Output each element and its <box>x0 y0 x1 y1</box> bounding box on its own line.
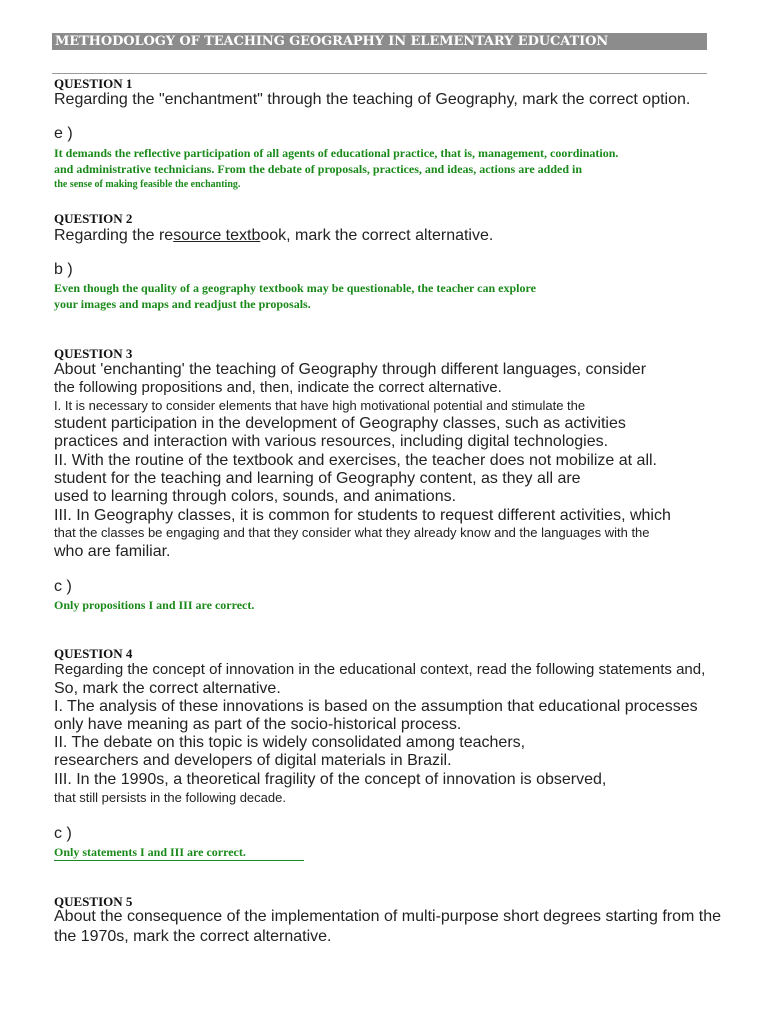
question-3-heading: QUESTION 3 <box>54 346 133 361</box>
question-4-line: II. The debate on this topic is widely consolidated among teachers, <box>54 734 526 751</box>
question-3-line: the following propositions and, then, indicate the correct alternative. <box>54 379 502 396</box>
question-5-line: the 1970s, mark the correct alternative. <box>54 928 332 945</box>
question-2-answer-line: your images and maps and readjust the proposals. <box>54 297 311 311</box>
question-4-line: that still persists in the following decade. <box>54 790 286 805</box>
question-4-line: III. In the 1990s, a theoretical fragility of the concept of innovation is observed, <box>54 771 607 788</box>
question-3-line: III. In Geography classes, it is common for students to request different activities, which <box>54 507 671 524</box>
question-4-line: Regarding the concept of innovation in the educational context, read the following statements and, <box>54 661 706 678</box>
question-2-prompt-part: Regarding the re <box>54 227 174 244</box>
question-1-answer-line: the sense of making feasible the enchanting. <box>54 179 241 190</box>
question-3-line: I. It is necessary to consider elements that have high motivational potential and stimulate the <box>54 398 586 413</box>
question-3-line: practices and interaction with various resources, including digital technologies. <box>54 433 609 450</box>
question-4-line: I. The analysis of these innovations is based on the assumption that educational processes <box>54 698 698 715</box>
question-2-choice: b ) <box>54 261 73 278</box>
question-1-answer-line: and administrative technicians. From the debate of proposals, practices, and ideas, actions are added in <box>54 162 583 176</box>
question-3-answer: Only propositions I and III are correct. <box>54 598 255 612</box>
document-title: METHODOLOGY OF TEACHING GEOGRAPHY IN ELEMENTARY EDUCATION <box>55 34 609 49</box>
question-4-answer: Only statements I and III are correct. <box>54 845 304 861</box>
title-divider <box>52 73 707 74</box>
question-2-prompt-underlined: source textb <box>173 227 261 244</box>
question-1-answer-line: It demands the reflective participation of all agents of educational practice, that is, management, coordination. <box>54 146 619 160</box>
question-3-line: student participation in the development of Geography classes, such as activities <box>54 415 626 432</box>
question-4-heading: QUESTION 4 <box>54 646 133 661</box>
question-1-heading: QUESTION 1 <box>54 76 133 91</box>
question-3-line: About 'enchanting' the teaching of Geography through different languages, consider <box>54 361 647 378</box>
question-2-heading: QUESTION 2 <box>54 211 133 226</box>
question-3-line: who are familiar. <box>54 543 171 560</box>
question-3-line: student for the teaching and learning of Geography content, as they all are <box>54 470 581 487</box>
question-4-choice: c ) <box>54 825 72 842</box>
question-3-line: that the classes be engaging and that they consider what they already know and the languages with the <box>54 525 650 540</box>
question-1-choice: e ) <box>54 125 73 142</box>
question-4-line: researchers and developers of digital materials in Brazil. <box>54 752 452 769</box>
question-4-line: So, mark the correct alternative. <box>54 680 281 697</box>
question-5-line: About the consequence of the implementation of multi-purpose short degrees starting from the <box>54 908 722 925</box>
question-1-prompt: Regarding the "enchantment" through the teaching of Geography, mark the correct option. <box>54 91 691 108</box>
question-2-answer-line: Even though the quality of a geography textbook may be questionable, the teacher can explore <box>54 281 536 295</box>
question-5-heading: QUESTION 5 <box>54 894 133 909</box>
question-4-line: only have meaning as part of the socio-historical process. <box>54 716 462 733</box>
question-2-prompt-part: ook, mark the correct alternative. <box>260 227 494 244</box>
question-3-line: used to learning through colors, sounds, and animations. <box>54 488 457 505</box>
question-3-line: II. With the routine of the textbook and exercises, the teacher does not mobilize at all. <box>54 452 657 469</box>
question-3-choice: c ) <box>54 578 72 595</box>
question-2-prompt <box>54 227 493 245</box>
